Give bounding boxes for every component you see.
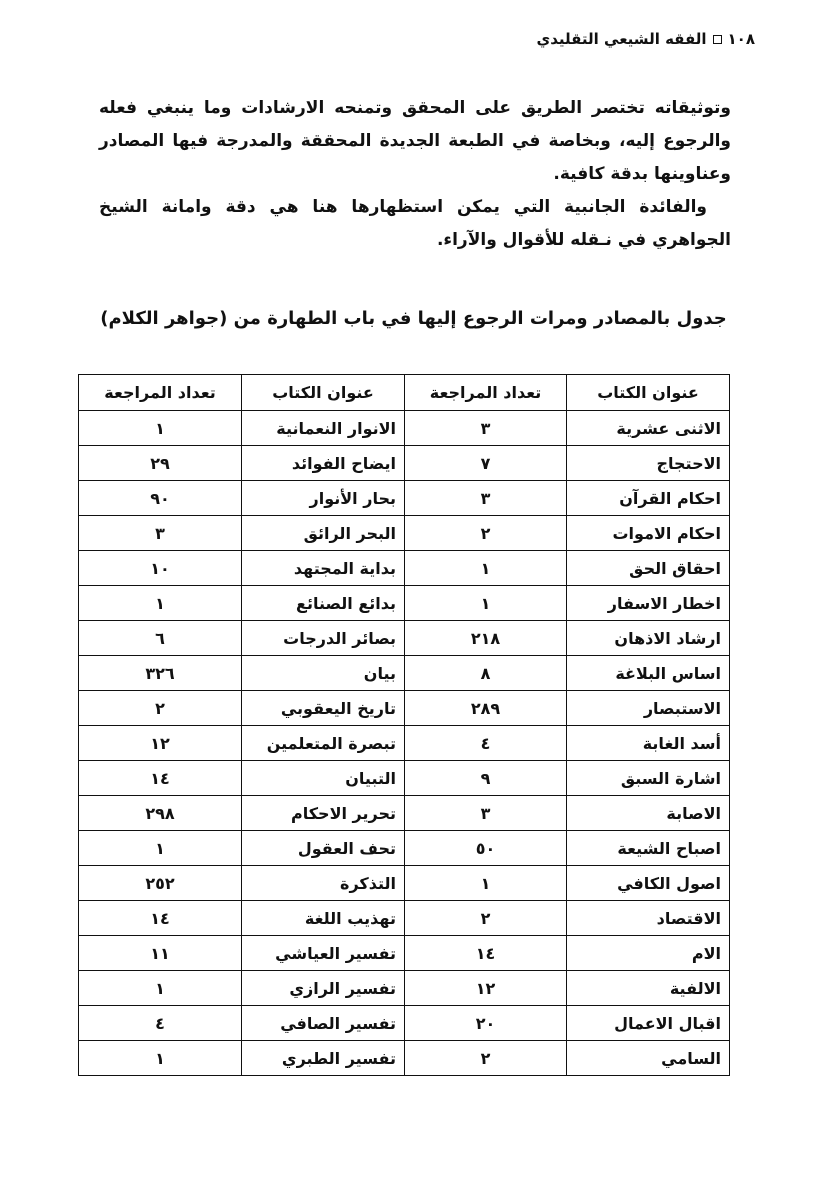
book-title-cell: بيان (242, 656, 405, 691)
table-row (79, 481, 730, 516)
table-row (79, 516, 730, 551)
reference-count-cell: ٢٥٢ (79, 866, 242, 901)
book-title-cell: تبصرة المتعلمين (242, 726, 405, 761)
book-title-cell: ايضاح الفوائد (242, 446, 405, 481)
book-title-cell: الاستبصار (567, 691, 730, 726)
book-title-cell: بداية المجتهد (242, 551, 405, 586)
intro-paragraph-1: وتوثيقاته تختصر الطريق على المحقق وتمنحه الارشادات وما ينبغي فعله والرجوع إليه، وبخاصة في الطبعة الجديدة المحققة والمدرجة فيها المصادر وعناوينها بدقة كافية. (99, 98, 731, 184)
table-row (79, 971, 730, 1006)
book-title-cell: اشارة السبق (567, 761, 730, 796)
table-row (79, 726, 730, 761)
intro-paragraph-2: والفائدة الجانبية التي يمكن استظهارها هنا هي دقة وامانة الشيخ الجواهري في نـقله للأقوال والآراء. (99, 197, 731, 250)
reference-count-cell: ٩ (405, 761, 567, 796)
reference-count-cell: ٢ (405, 1041, 567, 1076)
reference-count-cell: ٧ (405, 446, 567, 481)
table-body (79, 411, 730, 1076)
book-title-cell: احكام الاموات (567, 516, 730, 551)
reference-count-cell: ١ (79, 971, 242, 1006)
book-title-cell: التذكرة (242, 866, 405, 901)
book-title-cell: الالفية (567, 971, 730, 1006)
book-title-cell: اساس البلاغة (567, 656, 730, 691)
book-title-cell: الام (567, 936, 730, 971)
book-title-cell: تاريخ اليعقوبي (242, 691, 405, 726)
reference-count-cell: ١٠ (79, 551, 242, 586)
reference-count-cell: ٢٨٩ (405, 691, 567, 726)
book-title-cell: احقاق الحق (567, 551, 730, 586)
reference-count-cell: ٢ (405, 516, 567, 551)
table-row (79, 901, 730, 936)
reference-count-cell: ١ (79, 831, 242, 866)
book-title-cell: اخطار الاسفار (567, 586, 730, 621)
table-row (79, 831, 730, 866)
reference-count-cell: ٤ (405, 726, 567, 761)
table-row (79, 1041, 730, 1076)
reference-count-cell: ٥٠ (405, 831, 567, 866)
reference-count-cell: ١ (79, 586, 242, 621)
book-title-cell: اصباح الشيعة (567, 831, 730, 866)
reference-count-cell: ٢٠ (405, 1006, 567, 1041)
table-row (79, 761, 730, 796)
reference-count-cell: ١ (405, 866, 567, 901)
book-title-cell: أسد الغابة (567, 726, 730, 761)
reference-count-cell: ٢١٨ (405, 621, 567, 656)
table-header-row (79, 375, 730, 411)
table-row (79, 411, 730, 446)
reference-count-cell: ٣ (405, 411, 567, 446)
book-title-cell: اقبال الاعمال (567, 1006, 730, 1041)
book-title-cell: التبيان (242, 761, 405, 796)
table-row (79, 866, 730, 901)
reference-count-cell: ٢ (79, 691, 242, 726)
book-title-cell: تهذيب اللغة (242, 901, 405, 936)
table-row (79, 691, 730, 726)
reference-count-cell: ٢٩ (79, 446, 242, 481)
reference-count-cell: ٩٠ (79, 481, 242, 516)
intro-text (99, 92, 731, 257)
table-row (79, 936, 730, 971)
book-title-cell: الاثنى عشرية (567, 411, 730, 446)
book-title-cell: البحر الرائق (242, 516, 405, 551)
book-title-cell: السامي (567, 1041, 730, 1076)
sources-table (78, 374, 730, 1076)
book-title-cell: تفسير العياشي (242, 936, 405, 971)
column-header-count-2: تعداد المراجعة (79, 375, 242, 411)
book-title-cell: الاصابة (567, 796, 730, 831)
book-title-cell: اصول الكافي (567, 866, 730, 901)
square-separator-icon (713, 35, 722, 44)
running-title: الفقه الشيعي التقليدي (536, 30, 707, 48)
book-title-cell: الانوار النعمانية (242, 411, 405, 446)
book-title-cell: تحرير الاحكام (242, 796, 405, 831)
book-title-cell: بدائع الصنائع (242, 586, 405, 621)
table-row (79, 621, 730, 656)
table-row (79, 656, 730, 691)
book-title-cell: تفسير الطبري (242, 1041, 405, 1076)
reference-count-cell: ١ (405, 586, 567, 621)
page-number: ١٠٨ (727, 30, 755, 48)
table-title: جدول بالمصادر ومرات الرجوع إليها في باب الطهارة من (جواهر الكلام) (100, 308, 727, 329)
book-title-cell: تفسير الصافي (242, 1006, 405, 1041)
page-header (536, 30, 755, 48)
book-title-cell: الاحتجاج (567, 446, 730, 481)
book-title-cell: احكام القرآن (567, 481, 730, 516)
reference-count-cell: ٣ (405, 481, 567, 516)
book-title-cell: بصائر الدرجات (242, 621, 405, 656)
reference-count-cell: ١١ (79, 936, 242, 971)
table-row (79, 586, 730, 621)
reference-count-cell: ١٤ (405, 936, 567, 971)
reference-count-cell: ٢٩٨ (79, 796, 242, 831)
reference-count-cell: ١٤ (79, 901, 242, 936)
book-title-cell: تحف العقول (242, 831, 405, 866)
reference-count-cell: ١٢ (79, 726, 242, 761)
reference-count-cell: ٦ (79, 621, 242, 656)
table-row (79, 446, 730, 481)
reference-count-cell: ١٤ (79, 761, 242, 796)
column-header-title-1: عنوان الكتاب (567, 375, 730, 411)
reference-count-cell: ٣ (405, 796, 567, 831)
column-header-title-2: عنوان الكتاب (242, 375, 405, 411)
table-row (79, 551, 730, 586)
book-title-cell: ارشاد الاذهان (567, 621, 730, 656)
reference-count-cell: ١ (405, 551, 567, 586)
book-title-cell: تفسير الرازي (242, 971, 405, 1006)
reference-count-cell: ٤ (79, 1006, 242, 1041)
book-title-cell: بحار الأنوار (242, 481, 405, 516)
reference-count-cell: ١ (79, 1041, 242, 1076)
reference-count-cell: ٢ (405, 901, 567, 936)
table-row (79, 1006, 730, 1041)
book-title-cell: الاقتصاد (567, 901, 730, 936)
reference-count-cell: ١ (79, 411, 242, 446)
column-header-count-1: تعداد المراجعة (405, 375, 567, 411)
reference-count-cell: ١٢ (405, 971, 567, 1006)
reference-count-cell: ٣٢٦ (79, 656, 242, 691)
reference-count-cell: ٣ (79, 516, 242, 551)
table-row (79, 796, 730, 831)
reference-count-cell: ٨ (405, 656, 567, 691)
